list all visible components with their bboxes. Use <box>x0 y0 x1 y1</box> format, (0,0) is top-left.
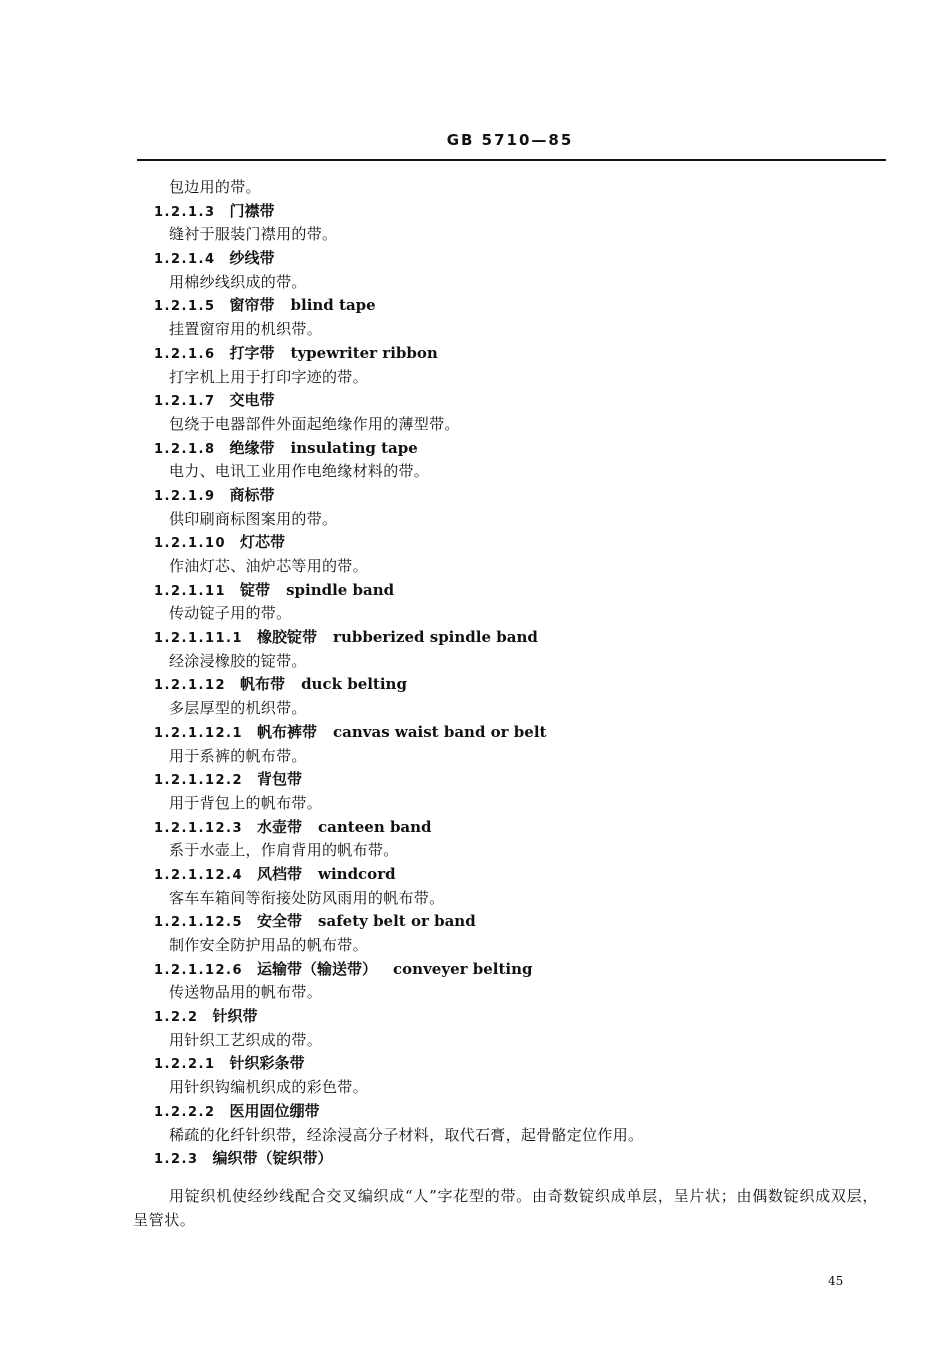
header-rule <box>137 159 886 161</box>
term-heading <box>0 1100 950 1124</box>
term-english: safety belt or band <box>318 912 476 931</box>
term-list <box>0 176 950 1171</box>
term-english: duck belting <box>301 675 407 694</box>
term-number: 1.2.1.12 <box>154 678 227 694</box>
term-heading <box>0 531 950 555</box>
term-english: blind tape <box>290 296 376 315</box>
definition-line: 挂置窗帘用的机织带。 <box>169 320 323 339</box>
term-chinese: 安全带 <box>257 912 303 931</box>
document-header: GB 5710—85 <box>446 131 574 149</box>
term-heading <box>0 958 950 982</box>
term-english: canvas waist band or belt <box>333 722 547 741</box>
term-chinese: 针织彩条带 <box>229 1054 305 1073</box>
definition-line: 包边用的带。 <box>169 178 261 196</box>
term-chinese: 编织带（锭织带） <box>212 1149 333 1168</box>
term-number: 1.2.1.12.4 <box>154 867 244 883</box>
definition-line: 缝衬于服装门襟用的带。 <box>169 225 338 244</box>
term-number: 1.2.1.4 <box>154 252 216 268</box>
term-number: 1.2.1.11 <box>154 583 227 599</box>
definition-line: 用针织钩编机织成的彩色带。 <box>169 1078 368 1097</box>
term-chinese: 灯芯带 <box>240 533 286 552</box>
page-number: 45 <box>828 1274 844 1288</box>
term-chinese: 背包带 <box>257 770 303 789</box>
term-number: 1.2.3 <box>154 1152 199 1168</box>
definition-line: 经涂浸橡胶的锭带。 <box>169 651 307 670</box>
term-number: 1.2.1.12.3 <box>154 820 244 836</box>
term-number: 1.2.1.7 <box>154 394 216 410</box>
term-chinese: 门襟带 <box>229 201 275 220</box>
term-heading <box>0 863 950 887</box>
term-heading <box>0 1005 950 1029</box>
definition-line: 用棉纱线织成的带。 <box>169 272 307 291</box>
definition-line: 用针织工艺织成的带。 <box>169 1030 323 1049</box>
definition-line: 打字机上用于打印字迹的带。 <box>169 367 368 386</box>
term-english: insulating tape <box>290 438 418 457</box>
definition-line: 供印刷商标图案用的带。 <box>169 509 338 528</box>
term-heading <box>0 721 950 745</box>
term-chinese: 运输带（输送带） <box>257 959 378 978</box>
term-english: rubberized spindle band <box>333 628 538 647</box>
term-heading <box>0 1052 950 1076</box>
term-chinese: 打字带 <box>229 343 275 362</box>
term-heading <box>0 816 950 840</box>
definition-line: 作油灯芯、油炉芯等用的带。 <box>169 557 368 575</box>
term-chinese: 针织带 <box>212 1007 258 1026</box>
term-heading <box>0 910 950 934</box>
term-heading <box>0 673 950 697</box>
term-chinese: 纱线带 <box>229 249 275 268</box>
term-number: 1.2.1.12.2 <box>154 773 244 789</box>
definition-line: 传送物品用的帆布带。 <box>169 983 323 1002</box>
term-chinese: 绝缘带 <box>229 438 275 457</box>
term-number: 1.2.1.5 <box>154 299 216 315</box>
definition-line: 传动锭子用的带。 <box>169 604 292 623</box>
definition-line: 包绕于电器部件外面起绝缘作用的薄型带。 <box>169 414 460 433</box>
term-heading <box>0 626 950 650</box>
term-heading <box>0 294 950 318</box>
term-heading <box>0 342 950 366</box>
term-heading <box>0 200 950 224</box>
term-heading <box>0 437 950 461</box>
final-paragraph: 用锭织机使经纱线配合交叉编织成“人”字花型的带。由奇数锭织成单层，呈片状；由偶数锭织成双层，呈管状。 <box>133 1187 878 1229</box>
term-chinese: 锭带 <box>240 580 271 599</box>
definition-line: 用于系裤的帆布带。 <box>169 746 307 765</box>
term-number: 1.2.2 <box>154 1010 199 1026</box>
definition-line: 电力、电讯工业用作电绝缘材料的带。 <box>169 462 430 481</box>
term-chinese: 窗帘带 <box>229 296 275 315</box>
term-english: spindle band <box>286 580 395 599</box>
term-number: 1.2.1.9 <box>154 488 216 504</box>
term-heading <box>0 579 950 603</box>
definition-line: 用于背包上的帆布带。 <box>169 793 323 812</box>
definition-line: 客车车箱间等衔接处防风雨用的帆布带。 <box>169 888 445 907</box>
term-english: typewriter ribbon <box>290 343 438 362</box>
term-heading <box>0 768 950 792</box>
term-heading <box>0 389 950 413</box>
term-chinese: 帆布带 <box>240 675 286 694</box>
term-number: 1.2.1.6 <box>154 346 216 362</box>
definition-line: 制作安全防护用品的帆布带。 <box>169 936 368 954</box>
definition-line: 系于水壶上，作肩背用的帆布带。 <box>169 841 399 860</box>
definition-line: 稀疏的化纤针织带，经涂浸高分子材料，取代石膏，起骨骼定位作用。 <box>169 1125 644 1144</box>
term-number: 1.2.1.10 <box>154 536 227 552</box>
term-english: conveyer belting <box>393 959 533 978</box>
term-number: 1.2.1.12.1 <box>154 725 244 741</box>
term-heading <box>0 247 950 271</box>
term-chinese: 帆布裤带 <box>257 722 318 741</box>
term-chinese: 交电带 <box>229 391 275 410</box>
term-number: 1.2.1.3 <box>154 204 216 220</box>
term-number: 1.2.1.8 <box>154 441 216 457</box>
term-number: 1.2.1.12.6 <box>154 962 244 978</box>
term-heading <box>0 484 950 508</box>
term-number: 1.2.2.1 <box>154 1057 216 1073</box>
term-english: windcord <box>318 864 396 883</box>
term-chinese: 水壶带 <box>257 817 303 836</box>
term-chinese: 橡胶锭带 <box>257 628 318 647</box>
term-chinese: 风档带 <box>257 864 303 883</box>
term-chinese: 商标带 <box>229 485 275 504</box>
definition-line: 多层厚型的机织带。 <box>169 699 307 718</box>
term-number: 1.2.2.2 <box>154 1104 216 1120</box>
term-english: canteen band <box>318 817 432 836</box>
term-number: 1.2.1.12.5 <box>154 915 244 931</box>
term-number: 1.2.1.11.1 <box>154 631 244 647</box>
term-chinese: 医用固位绷带 <box>229 1101 320 1120</box>
term-heading <box>0 1147 950 1171</box>
